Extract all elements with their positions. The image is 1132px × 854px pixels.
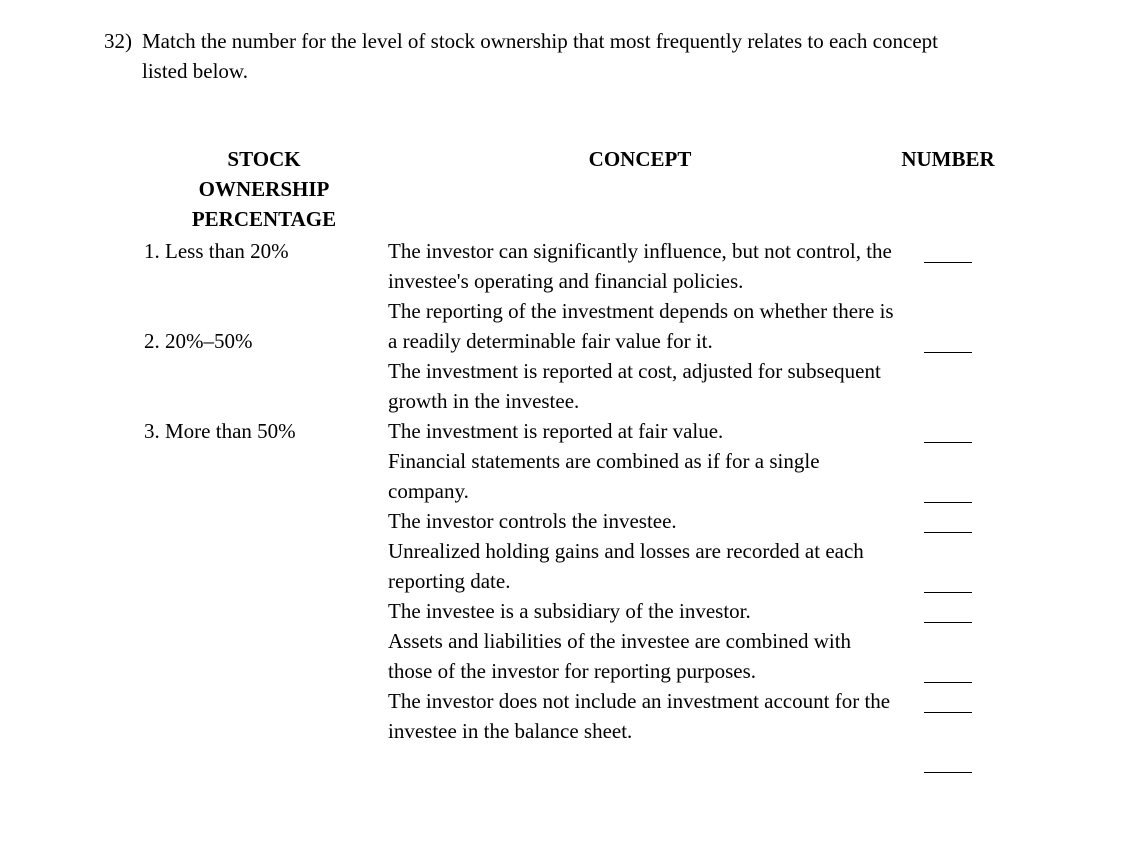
header-stock-line-2: OWNERSHIP xyxy=(198,177,330,201)
answer-blank-2[interactable] xyxy=(924,352,972,353)
question-number: 32) xyxy=(104,29,132,53)
concept-list xyxy=(388,236,898,746)
answer-blank-9[interactable] xyxy=(924,712,972,713)
question-line-1 xyxy=(104,26,1064,56)
answer-blank-7[interactable] xyxy=(924,622,972,623)
header-concept: CONCEPT xyxy=(588,147,692,171)
level-less-than-20: 1. Less than 20% xyxy=(144,239,289,263)
question-text-line-2: listed below. xyxy=(142,59,248,83)
header-number: NUMBER xyxy=(901,147,995,171)
concept-item: The investment is reported at cost, adjusted for subsequent growth in the investee. xyxy=(388,359,881,413)
level-more-than-50: 3. More than 50% xyxy=(144,419,296,443)
answer-blank-4[interactable] xyxy=(924,502,972,503)
concept-item: Assets and liabilities of the investee are combined with those of the investor for reporting purposes. xyxy=(388,629,852,683)
question-prompt xyxy=(104,26,1064,86)
answer-blank-1[interactable] xyxy=(924,262,972,263)
header-stock-line-1: STOCK xyxy=(227,147,301,171)
question-text-line-1: Match the number for the level of stock ownership that most frequently relates to each concept xyxy=(142,29,938,53)
answer-blank-6[interactable] xyxy=(924,592,972,593)
answer-blank-8[interactable] xyxy=(924,682,972,683)
answer-blank-3[interactable] xyxy=(924,442,972,443)
header-stock-line-3: PERCENTAGE xyxy=(191,207,337,231)
header-stock-ownership-percentage xyxy=(176,144,352,234)
concept-item: Financial statements are combined as if for a single company. xyxy=(388,449,820,503)
concept-item: The investor does not include an investment account for the investee in the balance sheet. xyxy=(388,689,891,743)
level-20-to-50: 2. 20%–50% xyxy=(144,329,253,353)
concept-item: The investor can significantly influence, but not control, the investee's operating and financial policies. xyxy=(388,239,892,293)
answer-blank-10[interactable] xyxy=(924,772,972,773)
answer-blank-5[interactable] xyxy=(924,532,972,533)
concept-item: The investment is reported at fair value. xyxy=(388,419,724,443)
concept-item: The investor controls the investee. xyxy=(388,509,677,533)
concept-item: The reporting of the investment depends on whether there is a readily determinable fair value for it. xyxy=(388,299,894,353)
concept-item: The investee is a subsidiary of the investor. xyxy=(388,599,751,623)
concept-item: Unrealized holding gains and losses are recorded at each reporting date. xyxy=(388,539,864,593)
